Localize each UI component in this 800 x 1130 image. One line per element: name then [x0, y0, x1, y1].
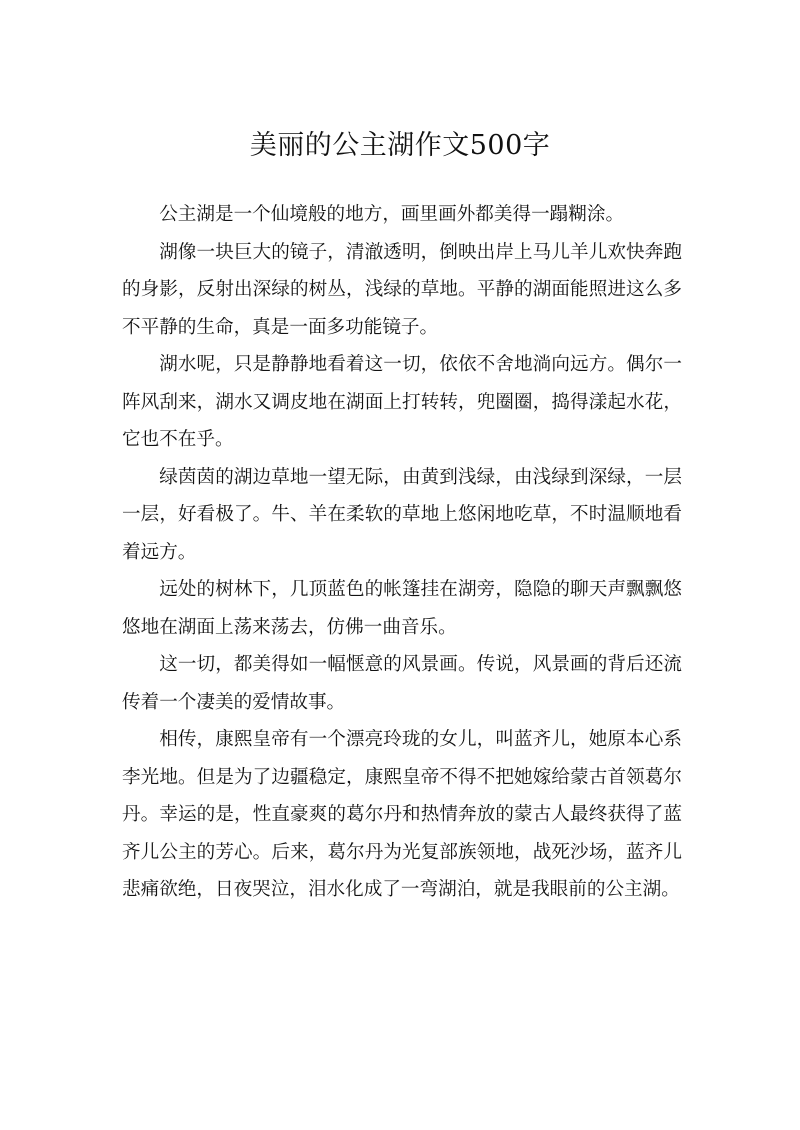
paragraph: 湖像一块巨大的镜子，清澈透明，倒映出岸上马儿羊儿欢快奔跑的身影，反射出深绿的树丛，浅绿的草地。平静的湖面能照进这么多不平静的生命，真是一面多功能镜子。: [122, 241, 682, 338]
paragraph: 这一切，都美得如一幅惬意的风景画。传说，风景画的背后还流传着一个凄美的爱情故事。: [122, 654, 682, 713]
document-title: 美丽的公主湖作文500字: [249, 130, 551, 161]
document-body: [122, 196, 682, 909]
paragraph: 绿茵茵的湖边草地一望无际，由黄到浅绿，由浅绿到深绿，一层一层，好看极了。牛、羊在柔软的草地上悠闲地吃草，不时温顺地看着远方。: [122, 466, 682, 563]
paragraph: 相传，康熙皇帝有一个漂亮玲珑的女儿，叫蓝齐儿，她原本心系李光地。但是为了边疆稳定，康熙皇帝不得不把她嫁给蒙古首领葛尔丹。幸运的是，性直豪爽的葛尔丹和热情奔放的蒙古人最终获得了蓝齐儿公主的芳心。后来，葛尔丹为光复部族领地，战死沙场，蓝齐儿悲痛欲绝，日夜哭泣，泪水化成了一弯湖泊，就是我眼前的公主湖。: [122, 729, 682, 900]
paragraph: 湖水呢，只是静静地看着这一切，依依不舍地淌向远方。偶尔一阵风刮来，湖水又调皮地在湖面上打转转，兜圈圈，捣得漾起水花，它也不在乎。: [122, 354, 682, 450]
paragraph: 远处的树林下，几顶蓝色的帐篷挂在湖旁，隐隐的聊天声飘飘悠悠地在湖面上荡来荡去，仿佛一曲音乐。: [122, 579, 682, 638]
paragraph: 公主湖是一个仙境般的地方，画里画外都美得一蹋糊涂。: [159, 204, 625, 225]
